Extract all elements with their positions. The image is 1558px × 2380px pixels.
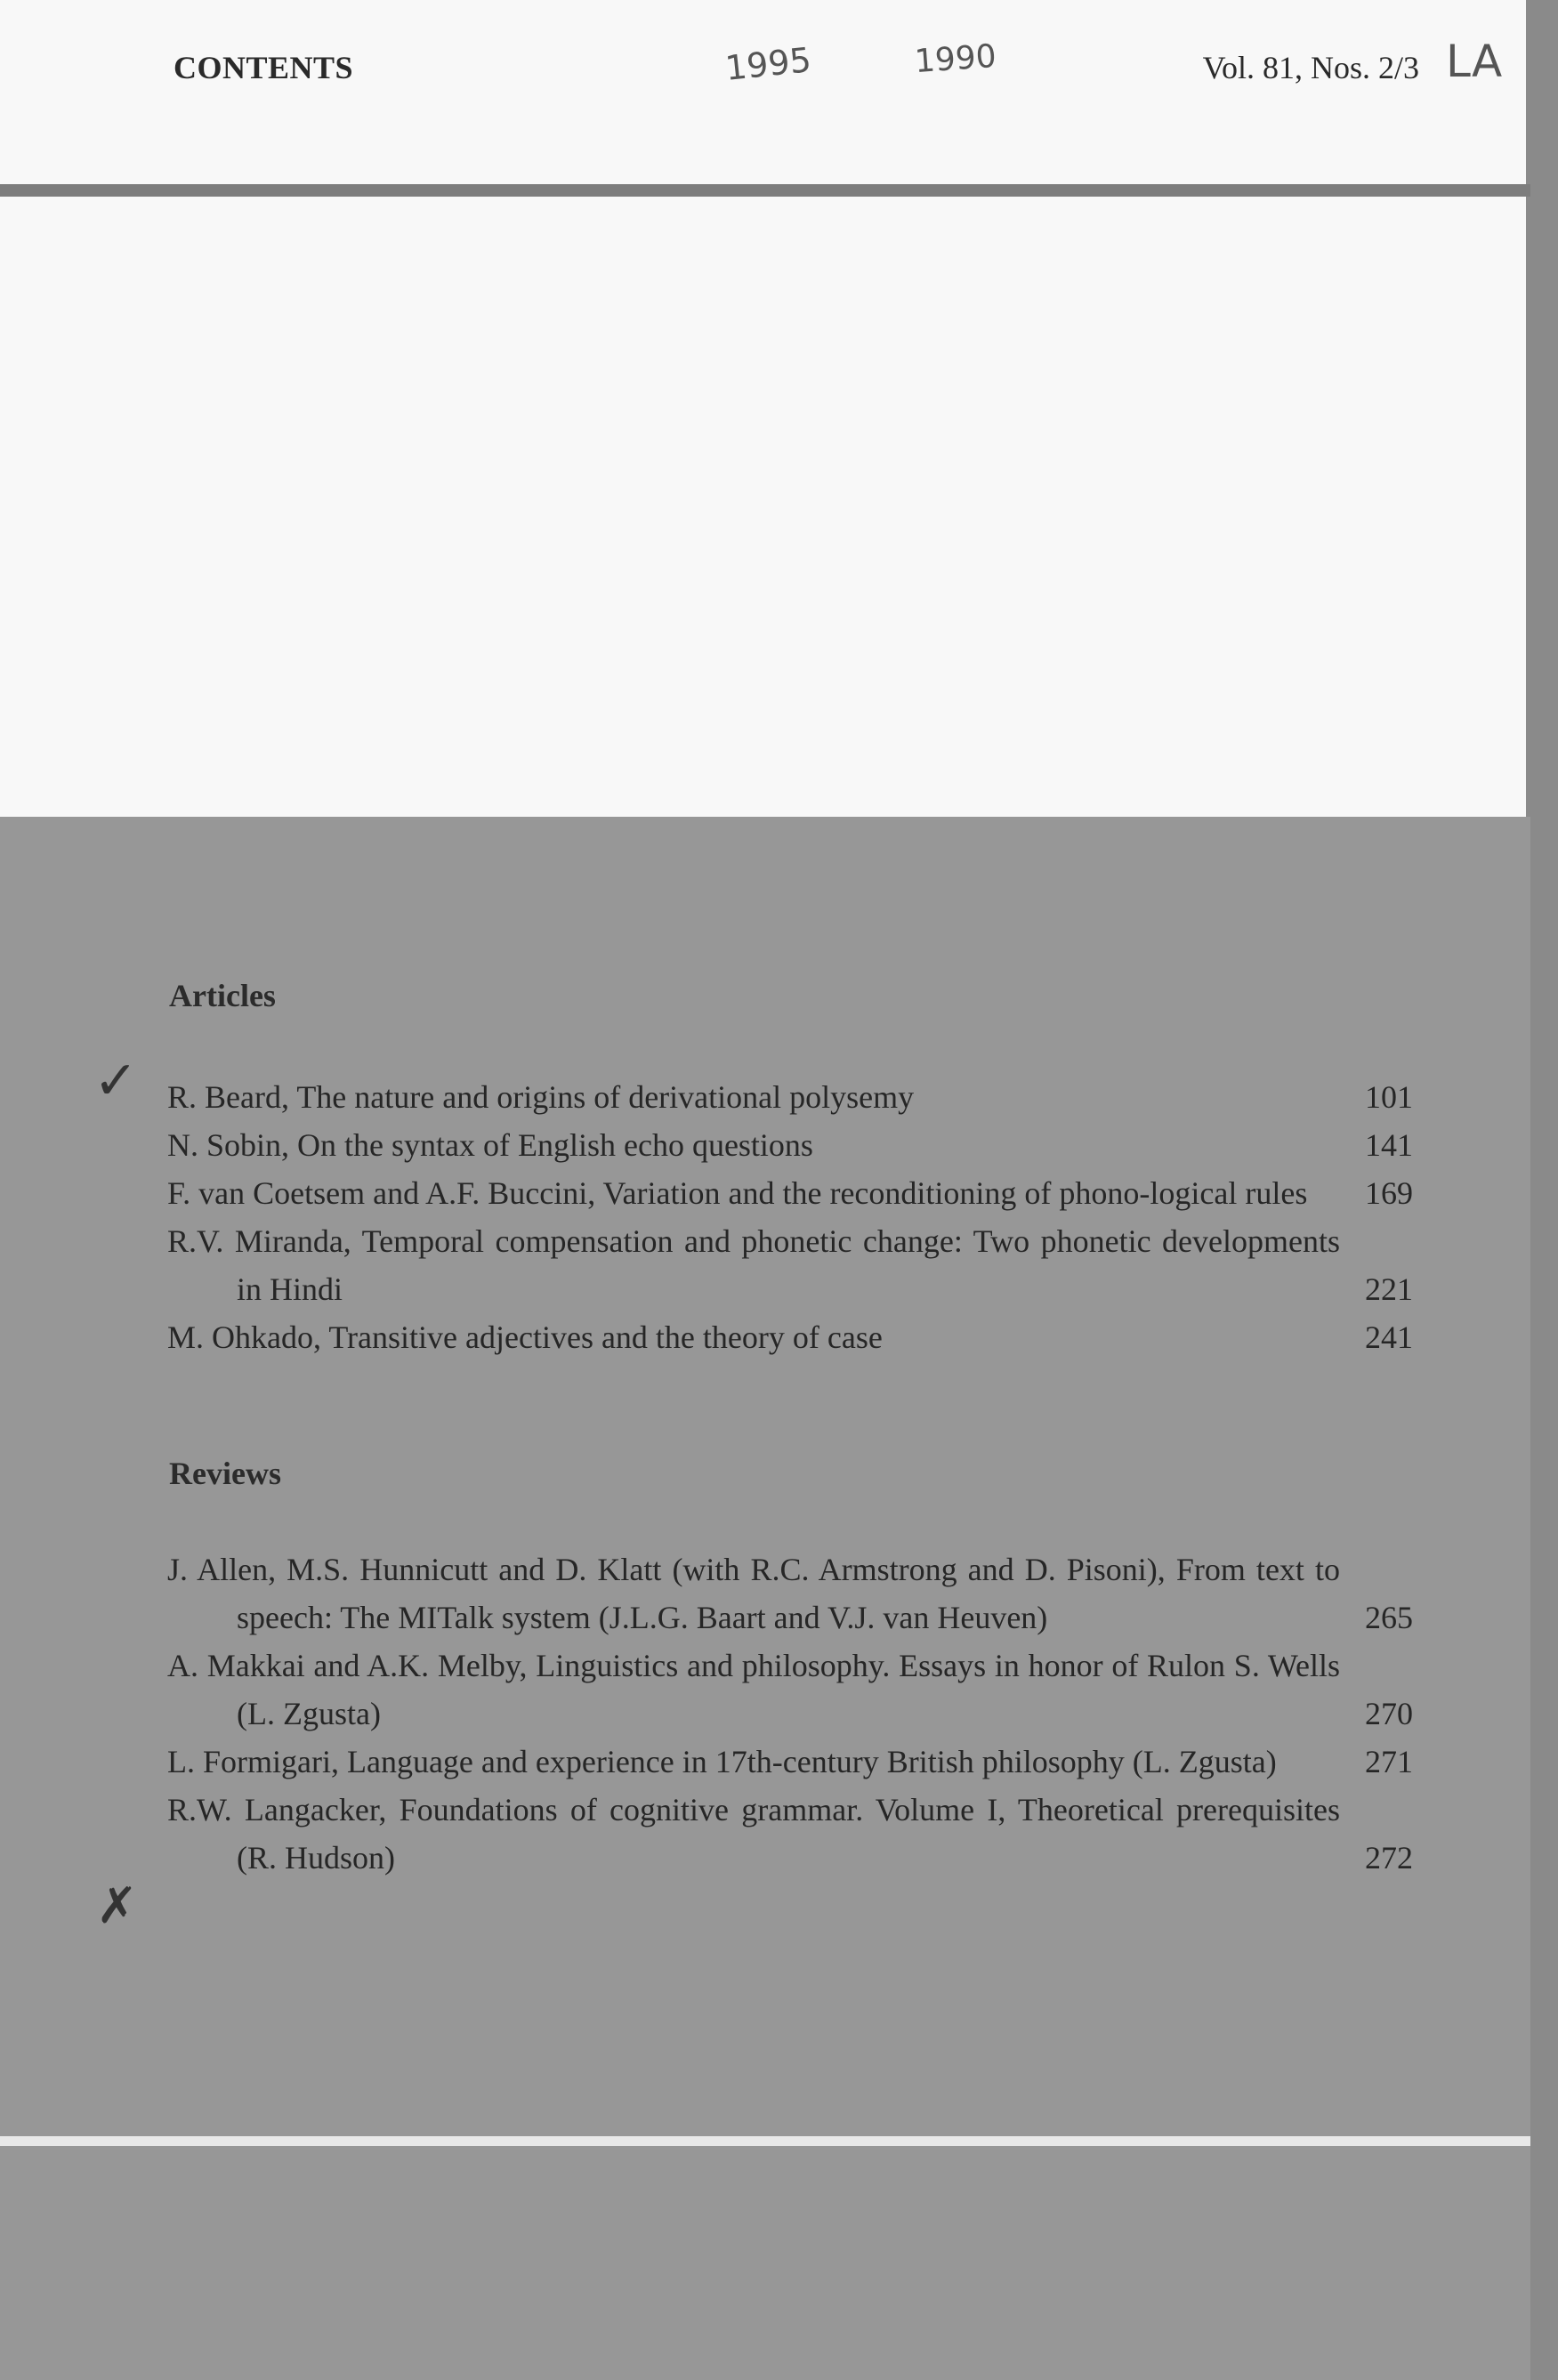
entry-text: F. van Coetsem and A.F. Buccini, Variation and the reconditioning of phono-logical rules bbox=[167, 1175, 1308, 1211]
entry-page: 221 bbox=[1365, 1271, 1413, 1307]
bottom-rule bbox=[0, 2136, 1530, 2146]
entry-text: R.V. Miranda, Temporal compensation and phonetic change: Two phonetic developments in Hindi bbox=[167, 1223, 1340, 1307]
entry-text: R.W. Langacker, Foundations of cognitive grammar. Volume I, Theoretical prerequisites (R. Hudson) bbox=[167, 1792, 1340, 1876]
entry-page: 265 bbox=[1365, 1600, 1413, 1635]
entry-text: L. Formigari, Language and experience in 17th-century British philosophy (L. Zgusta) bbox=[167, 1744, 1277, 1779]
top-area bbox=[0, 0, 1558, 819]
contents-title: CONTENTS bbox=[174, 50, 354, 85]
handwritten-note-1: 1995 bbox=[722, 40, 813, 88]
toc-entry[interactable] bbox=[167, 1313, 1413, 1361]
toc-entry[interactable] bbox=[167, 1121, 1413, 1169]
entry-page: 101 bbox=[1365, 1079, 1413, 1115]
entry-text: J. Allen, M.S. Hunnicutt and D. Klatt (with R.C. Armstrong and D. Pisoni), From text to speech: The MITalk system (J.L.G. Baart and V.J. van Heuven) bbox=[167, 1552, 1340, 1635]
x-mark-icon: ✗ bbox=[96, 1877, 138, 1935]
toc-entry[interactable] bbox=[167, 1073, 1413, 1121]
articles-heading: Articles bbox=[169, 978, 276, 1013]
articles-list bbox=[167, 1073, 1413, 1361]
toc-entry[interactable] bbox=[167, 1642, 1413, 1738]
volume-info: Vol. 81, Nos. 2/3 bbox=[1202, 50, 1419, 85]
toc-entry[interactable] bbox=[167, 1786, 1413, 1882]
toc-entry[interactable] bbox=[167, 1169, 1413, 1217]
toc-entry[interactable] bbox=[167, 1217, 1413, 1313]
toc-entry[interactable] bbox=[167, 1738, 1413, 1786]
page-edge-shadow bbox=[1526, 0, 1558, 2380]
handwritten-note-2: 1990 bbox=[913, 37, 997, 81]
top-rule bbox=[0, 184, 1530, 197]
entry-text: R. Beard, The nature and origins of derivational polysemy bbox=[167, 1079, 915, 1115]
entry-text: A. Makkai and A.K. Melby, Linguistics and philosophy. Essays in honor of Rulon S. Wells (L. Zgusta) bbox=[167, 1648, 1340, 1731]
reviews-heading: Reviews bbox=[169, 1456, 281, 1491]
toc-entry[interactable] bbox=[167, 1545, 1413, 1642]
handwritten-note-3: LA bbox=[1446, 36, 1503, 87]
entry-page: 271 bbox=[1365, 1744, 1413, 1779]
reviews-list bbox=[167, 1545, 1413, 1882]
entry-page: 272 bbox=[1365, 1840, 1413, 1876]
entry-page: 169 bbox=[1365, 1175, 1413, 1211]
entry-page: 141 bbox=[1365, 1127, 1413, 1163]
entry-text: N. Sobin, On the syntax of English echo questions bbox=[167, 1127, 813, 1163]
entry-page: 270 bbox=[1365, 1696, 1413, 1731]
entry-page: 241 bbox=[1365, 1319, 1413, 1355]
entry-text: M. Ohkado, Transitive adjectives and the theory of case bbox=[167, 1319, 883, 1355]
check-mark-icon: ✓ bbox=[93, 1050, 139, 1112]
